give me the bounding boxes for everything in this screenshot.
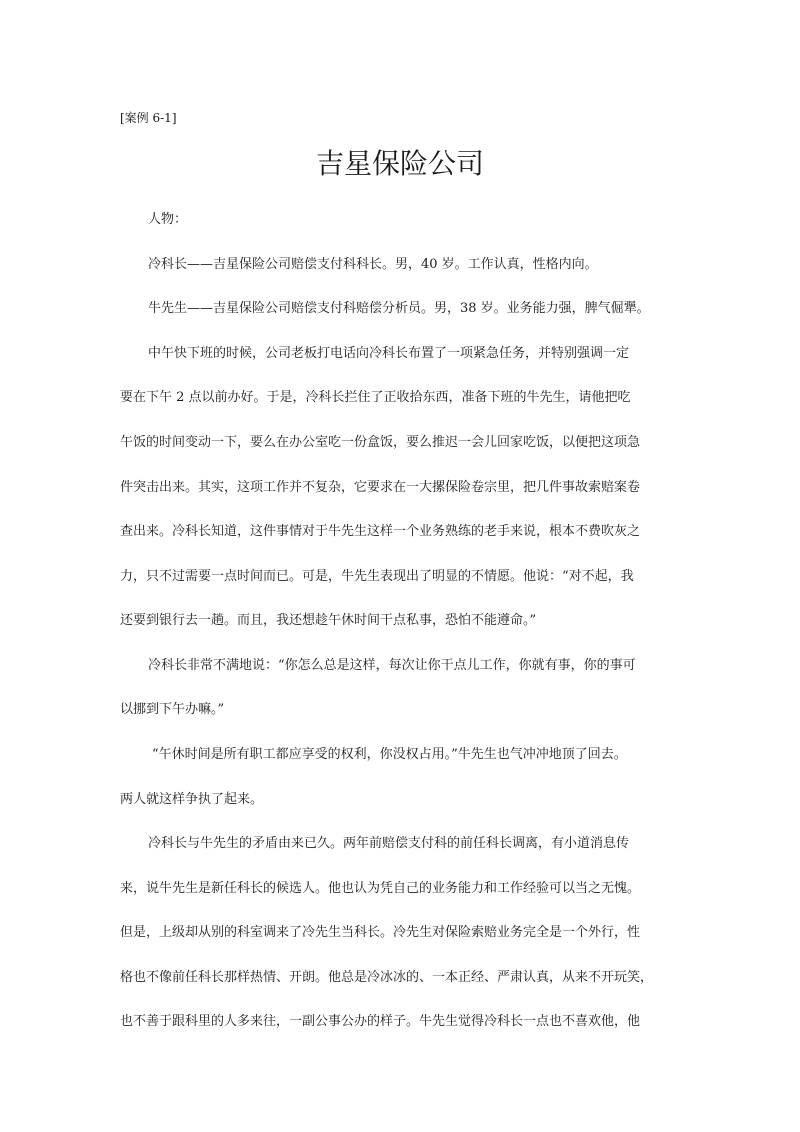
document-title: 吉星保险公司 xyxy=(315,147,484,180)
paragraph-line: 冷科长与牛先生的矛盾由来已久。两年前赔偿支付科的前任科长调离，有小道消息传 xyxy=(148,836,630,851)
paragraph-line: 要在下午 2 点以前办好。于是，冷科长拦住了正收拾东西，准备下班的牛先生，请他把吃 xyxy=(120,390,631,405)
paragraph-line: 午饭的时间变动一下，要么在办公室吃一份盒饭，要么推迟一会儿回家吃饭，以便把这项急 xyxy=(120,435,641,450)
paragraph-line: 两人就这样争执了起来。 xyxy=(120,792,264,807)
character-line: 牛先生——吉星保险公司赔偿支付科赔偿分析员。男，38 岁。业务能力强，脾气倔犟。 xyxy=(148,301,650,316)
character-line: 冷科长——吉星保险公司赔偿支付科科长。男，40 岁。工作认真，性格内向。 xyxy=(148,257,598,272)
paragraph-line: 以挪到下午办嘛。” xyxy=(120,702,225,717)
paragraph-line: 格也不像前任科长那样热情、开朗。他总是冷冰冰的、一本正经、严肃认真，从来不开玩笑， xyxy=(120,970,654,985)
paragraph-line: 中午快下班的时候，公司老板打电话向冷科长布置了一项紧急任务，并特别强调一定 xyxy=(148,346,630,361)
paragraph-line: “午休时间是所有职工都应享受的权利，你没权占用。”牛先生也气冲冲地顶了回去。 xyxy=(152,747,627,762)
paragraph-line: 件突击出来。其实，这项工作并不复杂，它要求在一大摞保险卷宗里，把几件事故索赔案卷 xyxy=(120,480,641,495)
paragraph-line: 力，只不过需要一点时间而已。可是，牛先生表现出了明显的不情愿。他说：“对不起，我 xyxy=(120,569,634,584)
paragraph-line: 但是，上级却从别的科室调来了冷先生当科长。冷先生对保险索赔业务完全是一个外行，性 xyxy=(120,925,641,940)
paragraph-line: 也不善于跟科里的人多来往，一副公事公办的样子。牛先生觉得冷科长一点也不喜欢他，他 xyxy=(120,1014,641,1029)
paragraph-line: 查出来。冷科长知道，这件事情对于牛先生这样一个业务熟练的老手来说，根本不费吹灰之 xyxy=(120,524,641,539)
paragraph-line: 冷科长非常不满地说：“你怎么总是这样，每次让你干点儿工作，你就有事，你的事可 xyxy=(148,658,636,673)
case-label: [案例 6-1] xyxy=(120,111,177,125)
paragraph-line: 还要到银行去一趟。而且，我还想趁午休时间干点私事，恐怕不能遵命。” xyxy=(120,613,537,628)
characters-heading: 人物： xyxy=(148,212,188,227)
paragraph-line: 来，说牛先生是新任科长的候选人。他也认为凭自己的业务能力和工作经验可以当之无愧。 xyxy=(120,881,641,896)
